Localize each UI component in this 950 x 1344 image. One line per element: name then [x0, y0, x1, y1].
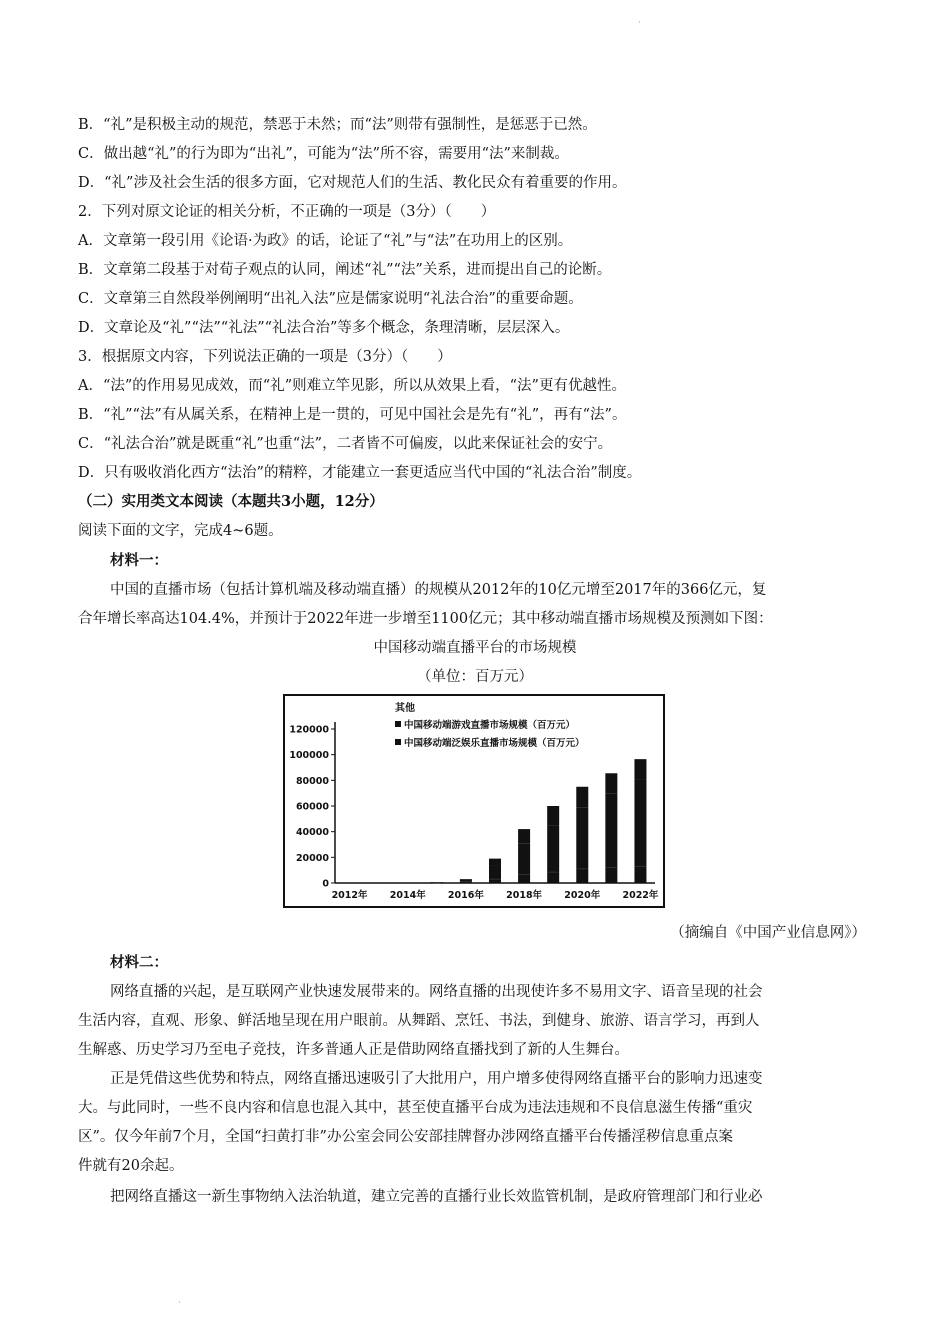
chart-title: 中国移动端直播平台的市场规模 [373, 640, 577, 656]
x-tick-label: 2018年 [506, 890, 543, 901]
legend-label-entertainment: 中国移动端泛娱乐直播市场规模（百万元） [404, 738, 585, 749]
y-tick-label: 60000 [295, 801, 329, 813]
bar-segment-2021-series-2 [605, 773, 617, 794]
bar-segment-2020-series-1 [576, 807, 588, 869]
bar-segment-2019-series-2 [547, 806, 559, 826]
x-tick-label: 2020年 [564, 890, 601, 901]
material2-line-1: 网络直播的兴起，是互联网产业快速发展带来的。网络直播的出现使许多不易用文字、语音呈现的社会 [110, 984, 763, 1000]
y-tick-label: 0 [322, 878, 329, 890]
y-tick-label: 100000 [289, 750, 329, 762]
question-3: 3．根据原文内容，下列说法正确的一项是（3分）（ ） [78, 349, 452, 365]
bar-segment-2018-series-2 [518, 829, 530, 843]
material2-line-8: 把网络直播这一新生事物纳入法治轨道，建立完善的直播行业长效监管机制，是政府管理部门和行业必 [110, 1189, 763, 1205]
page-mark-bottom: · [178, 1298, 181, 1307]
option-d: D．“礼”涉及社会生活的很多方面，它对规范人们的生活、教化民众有着重要的作用。 [78, 175, 627, 191]
bar-segment-2018-series-1 [518, 843, 530, 874]
bar-segment-2019-series-1 [547, 826, 559, 872]
material2-label: 材料二： [110, 954, 168, 971]
q3-option-b: B．“礼”“法”有从属关系，在精神上是一贯的，可见中国社会是先有“礼”，再有“法”。 [78, 407, 627, 423]
y-tick-label: 120000 [289, 724, 329, 736]
bar-segment-2021-series-1 [605, 794, 617, 868]
q3-option-a: A．“法”的作用易见成效，而“礼”则难立竿见影，所以从效果上看，“法”更有优越性。 [78, 378, 626, 394]
option-b: B．“礼”是积极主动的规范，禁恶于未然；而“法”则带有强制性，是惩恶于已然。 [78, 117, 597, 133]
bar-segment-2022-series-0 [634, 866, 646, 883]
q2-option-c: C．文章第三自然段举例阐明“出礼入法”应是儒家说明“礼法合治”的重要命题。 [78, 291, 583, 307]
option-c: C．做出越“礼”的行为即为“出礼”，可能为“法”所不容，需要用“法”来制裁。 [78, 146, 569, 162]
q3-option-d: D．只有吸收消化西方“法治”的精粹，才能建立一套更适应当代中国的“礼法合治”制度。 [78, 465, 642, 481]
bar-segment-2020-series-0 [576, 869, 588, 883]
material2-line-4: 正是凭借这些优势和特点，网络直播迅速吸引了大批用户，用户增多使得网络直播平台的影响力迅速变 [110, 1071, 763, 1087]
x-tick-label: 2022年 [622, 890, 659, 901]
chart-unit: （单位：百万元） [417, 669, 533, 685]
legend-label-game: 中国移动端游戏直播市场规模（百万元） [404, 720, 576, 731]
instruction: 阅读下面的文字，完成4~6题。 [78, 523, 283, 539]
market-size-chart [283, 694, 665, 908]
bar-segment-2020-series-2 [576, 787, 588, 808]
bar-segment-2018-series-0 [518, 875, 530, 883]
q3-option-c: C．“礼法合治”就是既重“礼”也重“法”，二者皆不可偏废，以此来保证社会的安宁。 [78, 436, 613, 452]
material2-line-5: 大。与此同时，一些不良内容和信息也混入其中，甚至使直播平台成为违法违规和不良信息滋生传播“重灾 [78, 1100, 753, 1116]
question-2: 2．下列对原文论证的相关分析，不正确的一项是（3分）（ ） [78, 204, 496, 220]
bar-segment-2021-series-0 [605, 868, 617, 883]
y-tick-label: 80000 [295, 775, 329, 787]
bar-segment-2022-series-1 [634, 779, 646, 866]
material2-line-2: 生活内容，直观、形象、鲜活地呈现在用户眼前。从舞蹈、烹饪、书法，到健身、旅游、语言学习，再到人 [78, 1013, 760, 1029]
x-tick-label: 2012年 [331, 890, 368, 901]
bar-segment-2016-series-2 [460, 879, 472, 880]
page-mark-top: · [638, 18, 641, 27]
source-citation: （摘编自《中国产业信息网》） [670, 925, 866, 941]
bar-segment-2017-series-1 [489, 865, 501, 879]
material1-line-2: 合年增长率高达104.4%，并预计于2022年进一步增至1100亿元；其中移动端直播市场规模及预测如下图： [78, 611, 773, 627]
q2-option-b: B．文章第二段基于对荀子观点的认同，阐述“礼”“法”关系，进而提出自己的论断。 [78, 262, 612, 278]
legend-title: 其他 [395, 703, 415, 714]
y-tick-label: 40000 [295, 827, 329, 839]
q2-option-a: A．文章第一段引用《论语·为政》的话，论证了“礼”与“法”在功用上的区别。 [78, 233, 573, 249]
bar-segment-2017-series-0 [489, 879, 501, 883]
section-heading: （二）实用类文本阅读（本题共3小题，12分） [78, 493, 384, 510]
material2-line-6: 区”。仅今年前7个月，全国“扫黄打非”办公室会同公安部挂牌督办涉网络直播平台传播淫秽信息重点案 [78, 1129, 733, 1145]
material2-line-7: 件就有20余起。 [78, 1158, 184, 1174]
legend-swatch-game [395, 721, 401, 727]
bar-segment-2022-series-2 [634, 759, 646, 779]
bar-segment-2019-series-0 [547, 872, 559, 883]
material1-label: 材料一： [110, 552, 168, 569]
legend-swatch-entertainment [395, 739, 401, 745]
material2-line-3: 生解惑、历史学习乃至电子竞技，许多普通人正是借助网络直播找到了新的人生舞台。 [78, 1042, 629, 1058]
x-tick-label: 2014年 [389, 890, 426, 901]
material1-line-1: 中国的直播市场（包括计算机端及移动端直播）的规模从2012年的10亿元增至2017年的366亿元，复 [110, 582, 767, 598]
q2-option-d: D．文章论及“礼”“法”“礼法”“礼法合治”等多个概念，条理清晰，层层深入。 [78, 320, 570, 336]
bar-segment-2017-series-2 [489, 859, 501, 865]
y-tick-label: 20000 [295, 852, 329, 864]
x-tick-label: 2016年 [447, 890, 484, 901]
